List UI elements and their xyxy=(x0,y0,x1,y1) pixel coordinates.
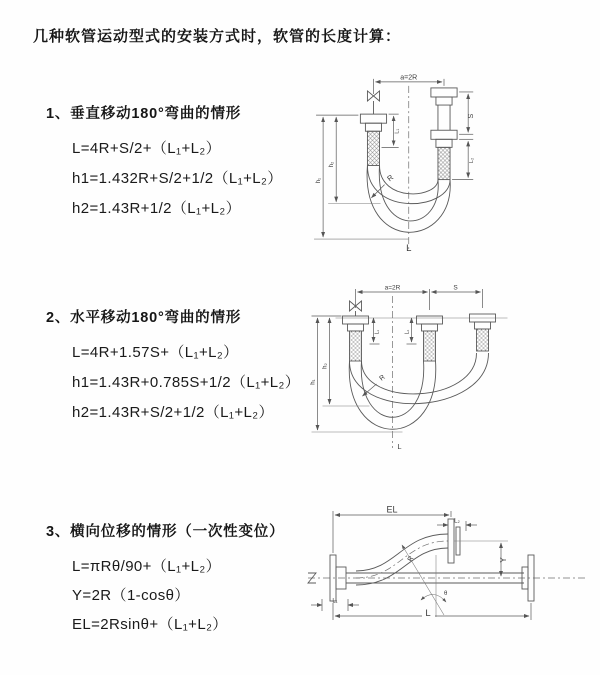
radius-label: R xyxy=(378,373,387,383)
formula-h1: h1=1.432R+S/2+1/2（L₁+L₂） xyxy=(72,170,283,187)
dimension-l1 xyxy=(311,599,359,612)
section-vertical-bend xyxy=(46,102,283,224)
diagram-lateral-displacement xyxy=(296,503,594,651)
diagram-horizontal-180-bend xyxy=(306,280,594,458)
section-3-formulas xyxy=(46,552,284,639)
dimension-el xyxy=(333,505,451,554)
formula-h2: h2=1.43R+1/2（L₁+L₂） xyxy=(72,200,242,217)
dimension-l2 xyxy=(452,139,475,179)
formula-h2: h2=1.43R+S/2+1/2（L₁+L₂） xyxy=(72,404,274,421)
angle-label: θ xyxy=(444,591,448,597)
centerline xyxy=(308,573,588,583)
height-outer-label: h₁ xyxy=(310,379,317,385)
radius-callout xyxy=(371,172,395,197)
formula-y-offset: Y=2R（1-cosθ） xyxy=(72,587,190,604)
end-fitting-label: L₂ xyxy=(454,518,460,525)
formula-h1: h1=1.43R+0.785S+1/2（L₁+L₂） xyxy=(72,374,301,391)
formula-length: L=πRθ/90+（L₁+L₂） xyxy=(72,558,221,575)
left-pipe-fitting xyxy=(360,114,386,165)
effective-length-label: EL xyxy=(386,504,398,515)
section-1-heading: 1、垂直移动180°弯曲的情形 xyxy=(46,106,242,122)
radius-label: R xyxy=(385,172,396,184)
right-fitting-label: L₂ xyxy=(404,329,411,335)
fitting-gap-label: S xyxy=(468,113,476,119)
span-label: a=2R xyxy=(400,74,418,82)
formula-length: L=4R+1.57S+（L₁+L₂） xyxy=(72,344,239,361)
radius-label: R xyxy=(406,555,416,564)
left-pipe-fitting xyxy=(343,316,369,361)
height-inner-label: h₂ xyxy=(322,363,329,369)
dimension-s xyxy=(459,92,475,134)
offset-label: Y xyxy=(499,557,508,563)
dimension-y xyxy=(454,541,508,576)
dimension-span-top xyxy=(356,285,483,311)
section-1-formulas xyxy=(46,134,283,224)
hose-s-curve xyxy=(356,534,448,585)
height-outer-label: h₁ xyxy=(316,177,323,184)
section-3-heading: 3、横向位移的情形（一次性变位） xyxy=(46,524,285,540)
height-inner-label: h₂ xyxy=(329,161,336,168)
valve-icon xyxy=(367,91,379,114)
right-pipe-fitting xyxy=(470,314,496,351)
left-fitting-label: L₁ xyxy=(374,329,381,335)
diagram-vertical-180-bend xyxy=(308,66,580,266)
right-pipe-fitting xyxy=(431,88,457,180)
section-lateral-displacement xyxy=(46,520,284,639)
dimension-l2 xyxy=(405,318,417,344)
shift-label: S xyxy=(453,284,458,292)
span-label: a=2R xyxy=(384,284,401,292)
section-2-heading: 2、水平移动180°弯曲的情形 xyxy=(46,310,242,326)
radius-and-angle xyxy=(402,545,448,617)
dimension-length xyxy=(333,603,531,620)
left-fitting-label: L₁ xyxy=(394,128,401,134)
formula-el: EL=2Rsinθ+（L₁+L₂） xyxy=(72,616,228,633)
right-fitting-label: L₂ xyxy=(469,157,476,164)
hose-u-bend-positions xyxy=(349,353,488,429)
dimension-l2 xyxy=(437,519,477,532)
middle-pipe-fitting xyxy=(417,316,443,361)
section-2-formulas xyxy=(46,338,300,428)
section-horizontal-bend xyxy=(46,306,300,428)
left-fitting-label: L₁ xyxy=(332,598,338,605)
length-label: L xyxy=(397,442,402,451)
length-label: L xyxy=(406,243,412,255)
dimension-l1 xyxy=(370,318,381,344)
radius-callout xyxy=(363,374,387,396)
length-label: L xyxy=(425,608,431,619)
page-title: 几种软管运动型式的安装方式时，软管的长度计算： xyxy=(33,28,402,45)
formula-length: L=4R+S/2+（L₁+L₂） xyxy=(72,140,222,157)
dimension-l1 xyxy=(382,114,401,147)
